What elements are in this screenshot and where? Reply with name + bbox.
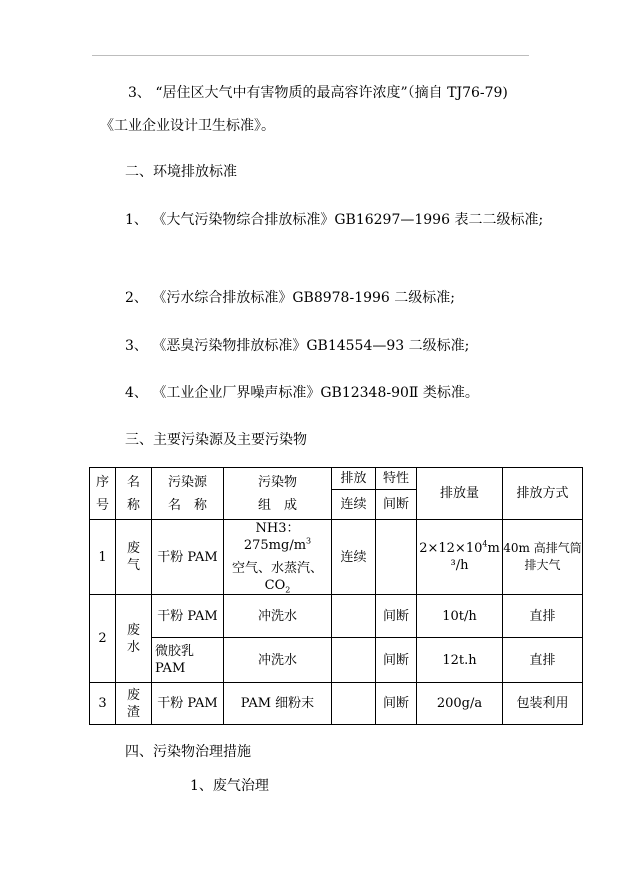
r2b-method: 直排 [503, 638, 583, 683]
table-header-row [90, 468, 583, 490]
header-source-top: 污染源 [167, 474, 207, 490]
r2-name [116, 595, 152, 683]
r1-pollutant-nh3: NH3：275mg/m [243, 521, 307, 553]
header-continuous: 连续 [332, 490, 376, 520]
r3-continuous [332, 683, 376, 725]
table-row [90, 683, 583, 725]
r3-name-bottom: 渣 [126, 704, 140, 720]
r2a-method: 直排 [503, 595, 583, 638]
standard-4: 4、 《工业企业厂界噪声标准》GB12348-90Ⅱ 类标准。 [125, 385, 479, 401]
r2b-source: 微胶乳 PAM [152, 638, 224, 683]
table-row [90, 638, 583, 683]
r2a-continuous [332, 595, 376, 638]
header-seq-top: 序 [95, 474, 109, 490]
r1-pollutant-nh3-sup: 3 [306, 536, 312, 546]
r3-pollutant: PAM 细粉末 [224, 683, 332, 725]
r2b-intermittent: 间断 [376, 638, 417, 683]
r2-name-bottom: 水 [126, 639, 140, 655]
header-seq-bottom: 号 [95, 497, 109, 513]
header-emit: 排放 [332, 468, 376, 490]
r2b-continuous [332, 638, 376, 683]
section3-title: 三、主要污染源及主要污染物 [125, 432, 307, 448]
r1-amount-unit: m [487, 541, 500, 556]
r1-pollutant [224, 520, 332, 595]
r2a-intermittent: 间断 [376, 595, 417, 638]
r2a-pollutant: 冲洗水 [224, 595, 332, 638]
r1-amount-main: 2×12×10 [419, 541, 483, 556]
r1-amount-rate: ³/h [450, 558, 469, 573]
header-pollutant-top: 污染物 [257, 474, 297, 490]
r1-continuous: 连续 [332, 520, 376, 595]
r1-pollutant-air: 空气、水蒸汽、 [231, 561, 323, 576]
header-source [152, 468, 224, 520]
standard-2: 2、 《污水综合排放标准》GB8978-1996 二级标准; [125, 290, 455, 306]
r3-seq: 3 [90, 683, 116, 725]
r1-name [116, 520, 152, 595]
para3-line1: 3、 “居住区大气中有害物质的最高容许浓度”（摘自 TJ76-79) [128, 85, 508, 101]
header-intermittent: 间断 [376, 490, 417, 520]
header-name-top: 名 [126, 474, 140, 490]
r3-name [116, 683, 152, 725]
table-row [90, 520, 583, 595]
r1-name-bottom: 气 [126, 558, 140, 573]
r2-name-top: 废 [126, 622, 140, 638]
standard-1: 1、 《大气污染物综合排放标准》GB16297—1996 表二二级标准; [125, 212, 544, 228]
r2b-pollutant: 冲洗水 [224, 638, 332, 683]
standard-3: 3、 《恶臭污染物排放标准》GB14554—93 二级标准; [125, 338, 470, 354]
r3-method: 包装利用 [503, 683, 583, 725]
r1-pollutant-co: CO [264, 578, 286, 593]
r1-intermittent [376, 520, 417, 595]
header-amount: 排放量 [417, 468, 503, 520]
r1-method: 40m 高排气筒排大气 [503, 520, 583, 595]
section2-title: 二、环境排放标准 [125, 164, 237, 180]
subsection-1: 1、废气治理 [190, 778, 269, 794]
r3-name-top: 废 [126, 687, 140, 703]
header-name-bottom: 称 [126, 497, 140, 513]
r1-pollutant-co-sub: 2 [285, 585, 291, 595]
table-row [90, 595, 583, 638]
r1-seq: 1 [90, 520, 116, 595]
header-pollutant-bottom: 组 成 [257, 497, 297, 513]
r3-amount: 200g/a [417, 683, 503, 725]
section4-title: 四、污染物治理措施 [125, 744, 251, 760]
header-char: 特性 [376, 468, 417, 490]
r3-intermittent: 间断 [376, 683, 417, 725]
header-method: 排放方式 [503, 468, 583, 520]
header-source-bottom: 名 称 [167, 497, 207, 513]
r1-source: 干粉 PAM [152, 520, 224, 595]
r2a-source: 干粉 PAM [152, 595, 224, 638]
para3-line2: 《工业企业设计卫生标准》。 [100, 118, 275, 134]
r3-source: 干粉 PAM [152, 683, 224, 725]
r1-amount [417, 520, 503, 595]
r2b-amount: 12t.h [417, 638, 503, 683]
r2a-amount: 10t/h [417, 595, 503, 638]
header-rule [92, 55, 529, 56]
pollution-source-table [89, 467, 583, 725]
r1-name-top: 废 [126, 541, 140, 556]
header-pollutant [224, 468, 332, 520]
r2-seq: 2 [90, 595, 116, 683]
header-name [116, 468, 152, 520]
header-seq [90, 468, 116, 520]
r1-amount-sup: 4 [482, 539, 488, 549]
